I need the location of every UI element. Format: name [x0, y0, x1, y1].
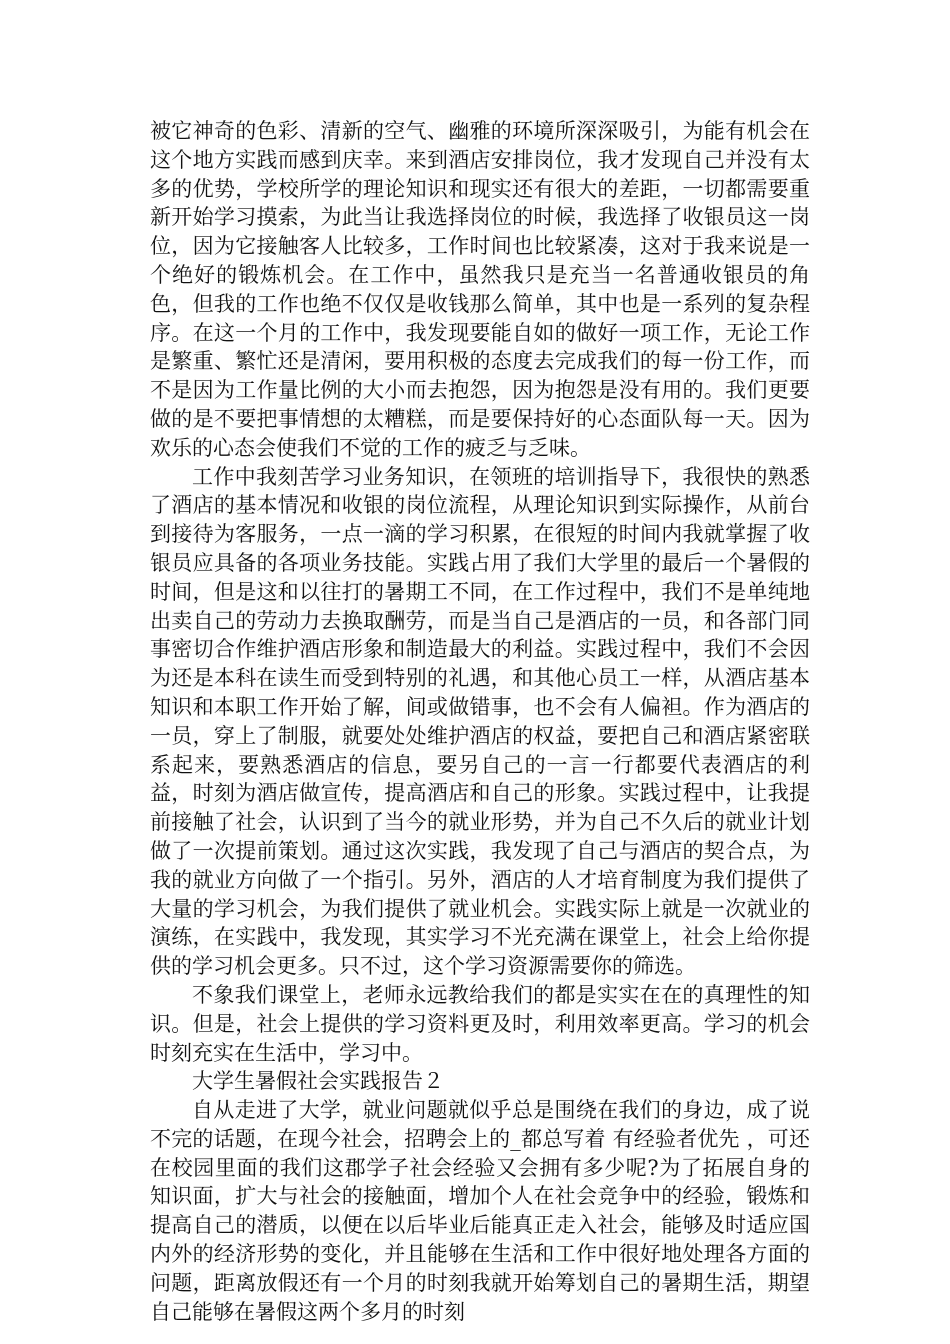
paragraph-classroom: 不象我们课堂上，老师永远教给我们的都是实实在在的真理性的知识。但是，社会上提供的学习资料更及时，利用效率更高。学习的机会时刻充实在生活中，学习中。 [150, 982, 810, 1065]
document-body [150, 117, 810, 1326]
paragraph-continuation: 被它神奇的色彩、清新的空气、幽雅的环境所深深吸引，为能有机会在这个地方实践而感到庆幸。来到酒店安排岗位，我才发现自己并没有太多的优势，学校所学的理论知识和现实还有很大的差距，一切都需要重新开始学习摸索，为此当让我选择岗位的时候，我选择了收银员这一岗位，因为它接触客人比较多，工作时间也比较紧凑，这对于我来说是一个绝好的锻炼机会。在工作中，虽然我只是充当一名普通收银员的角色，但我的工作也绝不仅仅是收钱那么简单，其中也是一系列的复杂程序。在这一个月的工作中，我发现要能自如的做好一项工作，无论工作是繁重、繁忙还是清闲，要用积极的态度去完成我们的每一份工作，而不是因为工作量比例的大小而去抱怨，因为抱怨是没有用的。我们更要做的是不要把事情想的太糟糕，而是要保持好的心态面队每一天。因为欢乐的心态会使我们不觉的工作的疲乏与乏味。 [150, 119, 810, 460]
section-heading: 大学生暑假社会实践报告２ [192, 1069, 444, 1094]
paragraph-section-intro: 自从走进了大学，就业问题就似乎总是围绕在我们的身边，成了说不完的话题，在现今社会，招聘会上的_都总写着 有经验者优先 ，可还在校园里面的我们这郡学子社会经验又会拥有多少呢?为了拓展自身的知识面，扩大与社会的接触面，增加个人在社会竞争中的经验，锻炼和提高自己的潜质，以便在以后毕业后能真正走入社会，能够及时适应国内外的经济形势的变化，并且能够在生活和工作中很好地处理各方面的问题，距离放假还有一个月的时刻我就开始筹划自己的暑期生活，期望自己能够在暑假这两个多月的时刻 [150, 1098, 810, 1324]
paragraph-work-study: 工作中我刻苦学习业务知识，在领班的培训指导下，我很快的熟悉了酒店的基本情况和收银的岗位流程，从理论知识到实际操作，从前台到接待为客服务，一点一滴的学习积累，在很短的时间内我就掌握了收银员应具备的各项业务技能。实践占用了我们大学里的最后一个暑假的时间，但是这和以往打的暑期工不同，在工作过程中，我们不是单纯地出卖自己的劳动力去换取酬劳，而是当自己是酒店的一员，和各部门同事密切合作维护酒店形象和制造最大的利益。实践过程中，我们不会因为还是本科在读生而受到特别的礼遇，和其他心员工一样，从酒店基本知识和本职工作开始了解，间或做错事，也不会有人偏袒。作为酒店的一员，穿上了制服，就要处处维护酒店的权益，要把自己和酒店紧密联系起来，要熟悉酒店的信息，要另自己的一言一行都要代表酒店的利益，时刻为酒店做宣传，提高酒店和自己的形象。实践过程中，让我提前接触了社会，认识到了当今的就业形势，并为自己不久后的就业计划做了一次提前策划。通过这次实践，我发现了自己与酒店的契合点，为我的就业方向做了一个指引。另外，酒店的人才培育制度为我们提供了大量的学习机会，为我们提供了就业机会。实践实际上就是一次就业的演练，在实践中，我发现，其实学习不光充满在课堂上，社会上给你提供的学习机会更多。只不过，这个学习资源需要你的筛选。 [150, 464, 810, 979]
